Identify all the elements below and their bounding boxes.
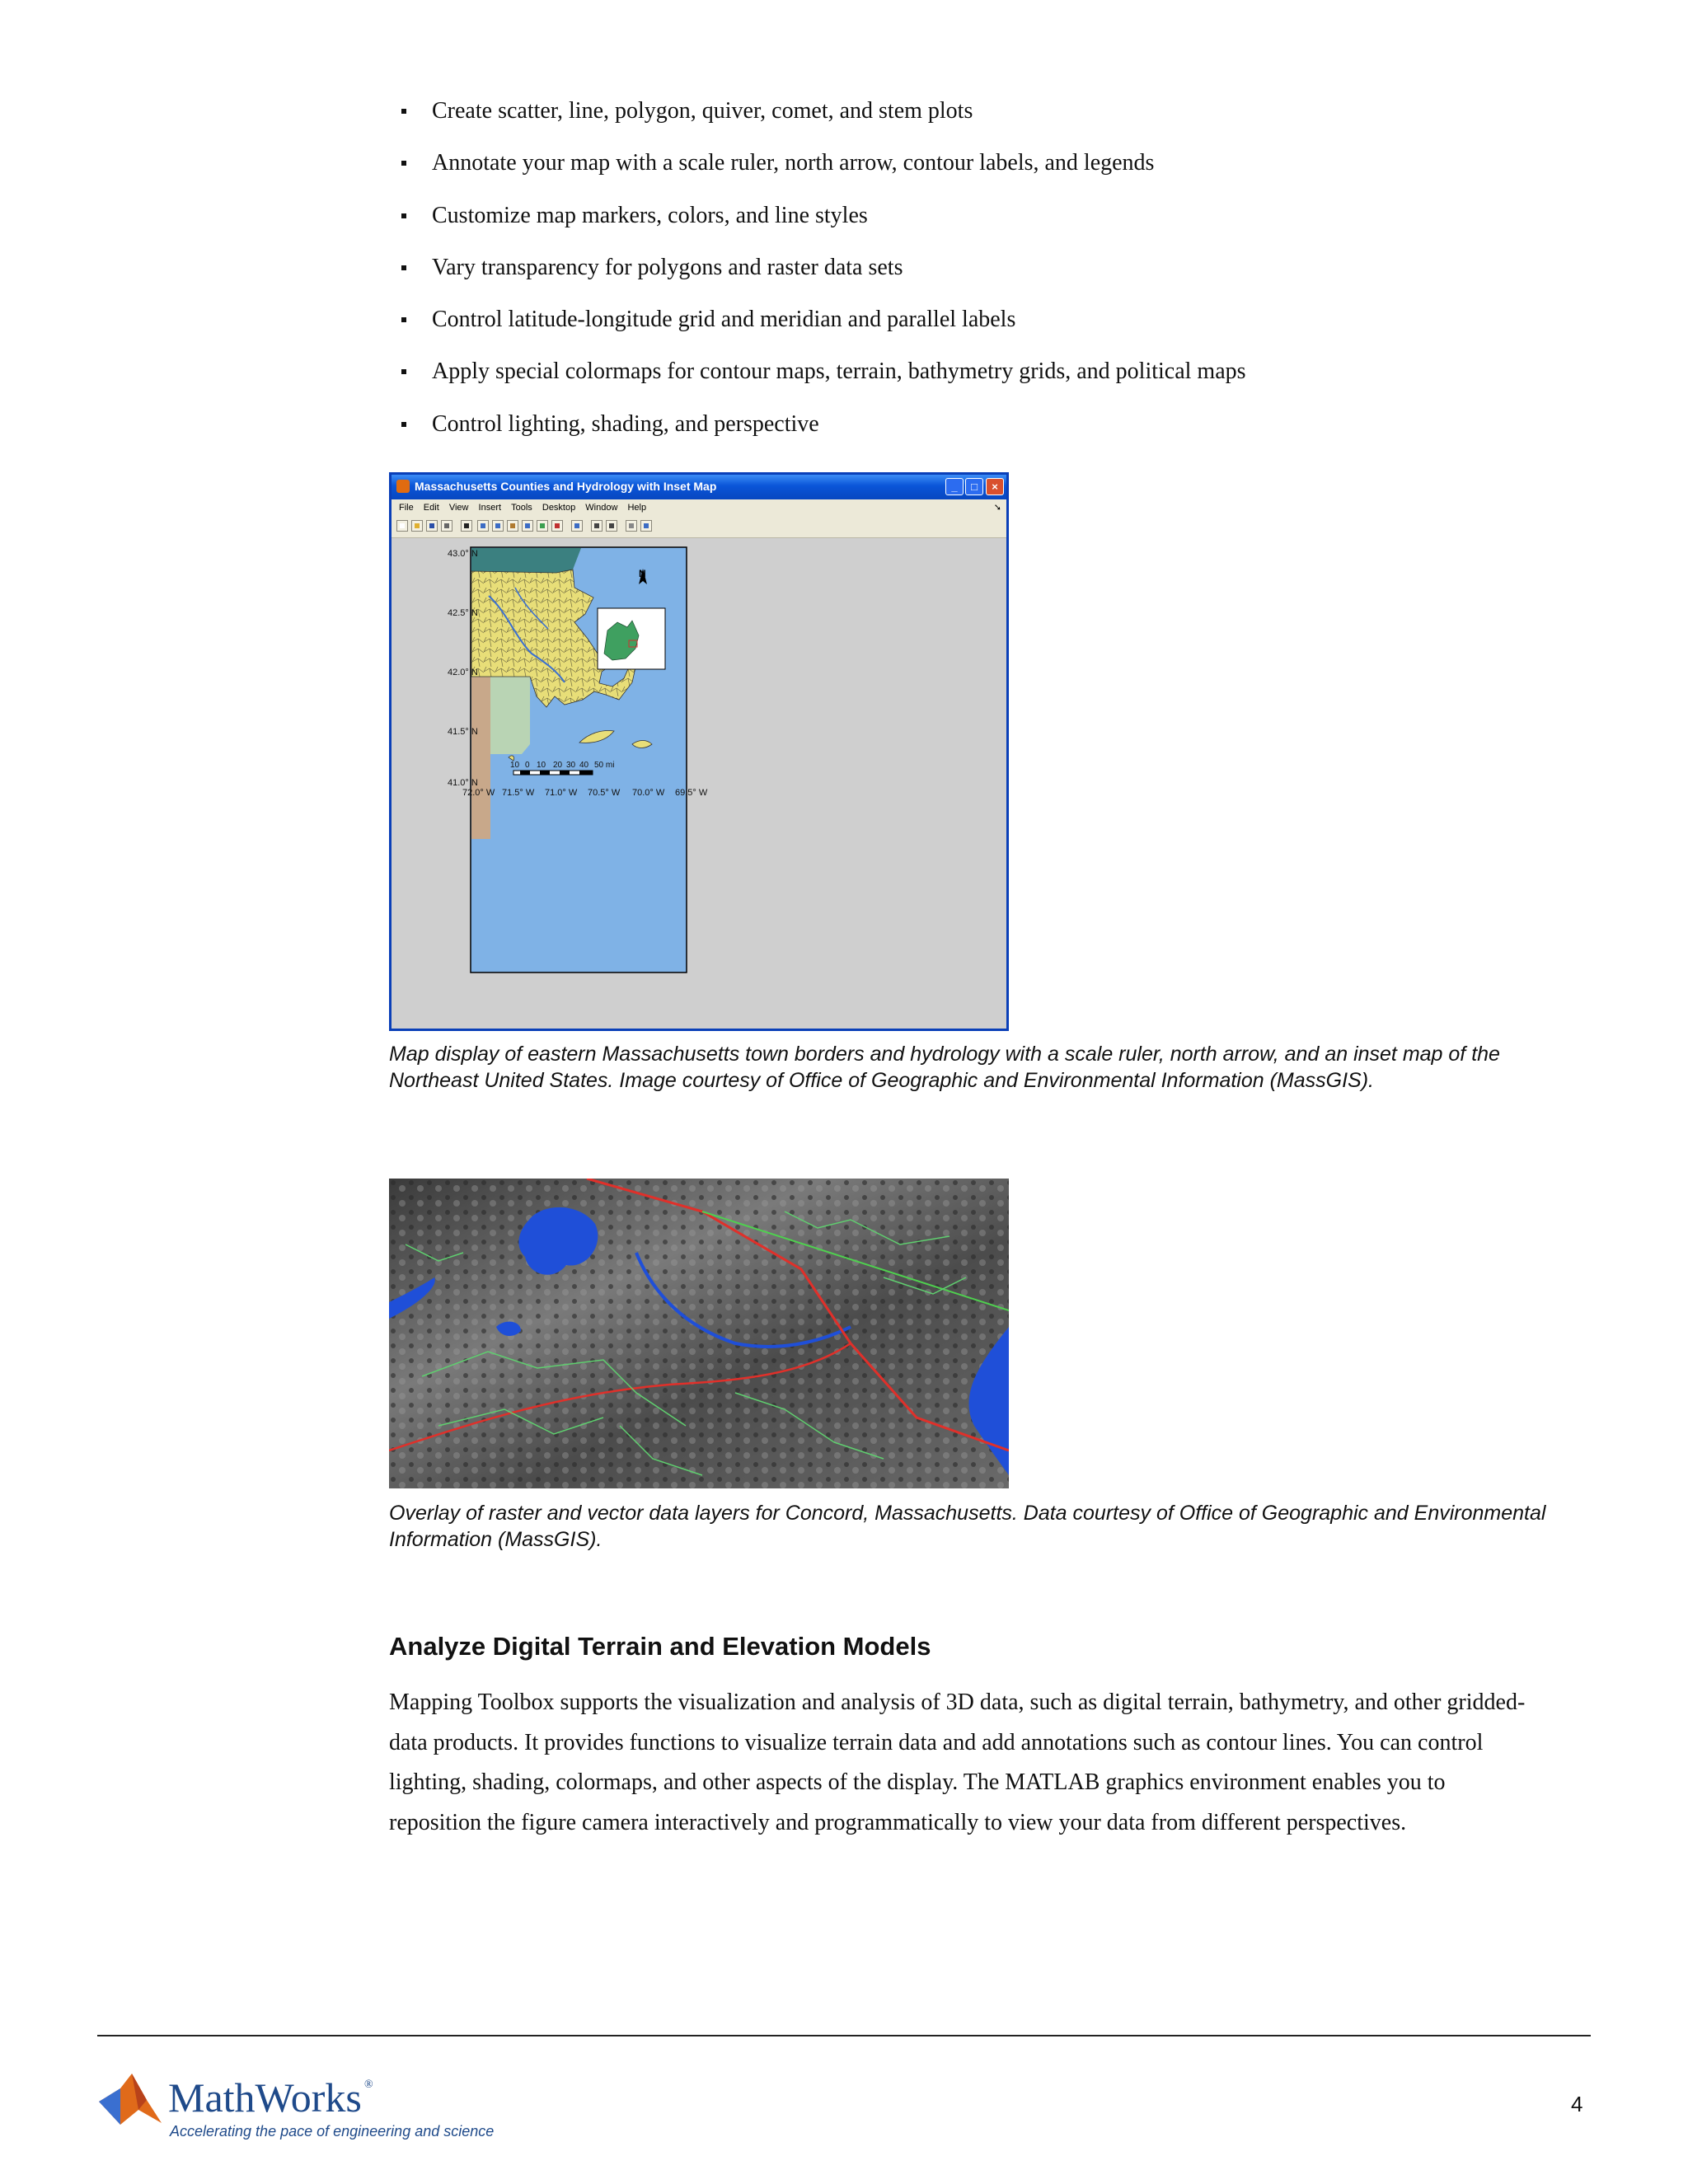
lon-label: 70.5° W [588,788,621,798]
scale-label: 50 mi [594,761,615,770]
save-icon[interactable] [426,520,438,532]
bullet-item: Apply special colormaps for contour maps, terrain, bathymetry grids, and political maps [389,358,1584,386]
link-plot-icon[interactable] [571,520,583,532]
lon-label: 71.5° W [502,788,535,798]
brand-name: MathWorks [168,2074,362,2121]
zoom-in-icon[interactable] [477,520,489,532]
dock-arrow-icon[interactable]: ➘ [993,503,1001,513]
legend-icon[interactable] [606,520,617,532]
pan-icon[interactable] [507,520,518,532]
zoom-out-icon[interactable] [492,520,504,532]
concord-aerial-overlay [389,1179,1009,1488]
menu-file[interactable]: File [399,503,414,513]
footer-divider [97,2035,1591,2036]
registered-mark: ® [364,2079,373,2091]
show-plot-tools-icon[interactable] [640,520,652,532]
lon-label: 69.5° W [675,788,708,798]
rotate-3d-icon[interactable] [522,520,533,532]
scale-segment [579,771,593,775]
lat-label: 41.5° N [448,727,478,737]
connecticut-region [471,677,490,839]
mathworks-logo-icon [97,2069,163,2126]
scale-label: 0 [525,761,530,770]
new-hampshire-region [471,548,581,573]
menu-insert[interactable]: Insert [478,503,502,513]
bullet-item: Control lighting, shading, and perspective [389,410,1584,438]
scale-label: 20 [553,761,563,770]
rhode-island-region [490,677,530,754]
lon-label: 72.0° W [462,788,495,798]
scale-label: 10 [510,761,520,770]
scale-label: 40 [579,761,589,770]
figure-toolbar [392,516,1006,538]
print-icon[interactable] [441,520,452,532]
colorbar-icon[interactable] [591,520,603,532]
scale-segment [540,771,550,775]
new-figure-icon[interactable] [396,520,408,532]
brush-icon[interactable] [551,520,563,532]
close-icon[interactable]: × [986,478,1004,495]
menu-bar [392,499,1006,516]
minimize-icon[interactable]: _ [945,478,964,495]
menu-desktop[interactable]: Desktop [542,503,576,513]
terrain-texture [389,1179,1009,1488]
lat-label: 42.5° N [448,608,478,618]
menu-help[interactable]: Help [627,503,647,513]
bullet-item: Create scatter, line, polygon, quiver, comet, and stem plots [389,97,1584,125]
matlab-app-icon [396,480,410,493]
hide-plot-tools-icon[interactable] [626,520,637,532]
matlab-figure-window [389,472,1009,1031]
section-heading: Analyze Digital Terrain and Elevation Models [389,1632,931,1661]
menu-view[interactable]: View [448,503,469,513]
scale-segment [560,771,570,775]
scale-label: 10 [537,761,546,770]
scale-label: 30 [566,761,576,770]
bullet-item: Annotate your map with a scale ruler, north arrow, contour labels, and legends [389,149,1584,177]
bullet-item: Vary transparency for polygons and raster data sets [389,254,1584,282]
aerial-image [389,1179,1009,1488]
lat-label: 41.0° N [448,778,478,788]
menu-edit[interactable]: Edit [423,503,439,513]
edit-plot-icon[interactable] [461,520,472,532]
lon-label: 71.0° W [545,788,578,798]
massachusetts-map [392,538,1006,1029]
map-axes-area [392,538,1006,1029]
menu-window[interactable]: Window [585,503,618,513]
figure-caption: Map display of eastern Massachusetts town borders and hydrology with a scale ruler, north arrow, and an inset map of the Northeast United States. Image courtesy of Office of Geographic and Environmental Information (MassGIS). [389,1043,1500,1092]
feature-bullet-list [389,97,1584,462]
window-titlebar [392,475,1006,499]
lon-label: 70.0° W [632,788,665,798]
window-title: Massachusetts Counties and Hydrology with Inset Map [415,480,717,493]
scale-segment [520,771,530,775]
section-body: Mapping Toolbox supports the visualization and analysis of 3D data, such as digital terrain, bathymetry, and other gridded-data products. It provides functions to visualize terrain data and add annotations such as contour lines. You can control lighting, shading, colormaps, and other aspects of the display. The MATLAB graphics environment enables you to reposition the figure camera interactively and programmatically to view your data from different perspectives. [389,1690,1526,1835]
lat-label: 42.0° N [448,668,478,677]
menu-tools[interactable]: Tools [511,503,532,513]
open-file-icon[interactable] [411,520,423,532]
lat-label: 43.0° N [448,549,478,559]
bullet-item: Control latitude-longitude grid and meridian and parallel labels [389,306,1584,334]
maximize-icon[interactable]: □ [965,478,983,495]
north-label: N [639,568,646,579]
data-cursor-icon[interactable] [537,520,548,532]
figure-caption: Overlay of raster and vector data layers for Concord, Massachusetts. Data courtesy of Office of Geographic and Environmental Information (MassGIS). [389,1502,1546,1551]
page-number: 4 [1571,2092,1583,2116]
brand-tagline: Accelerating the pace of engineering and science [170,2123,495,2139]
bullet-item: Customize map markers, colors, and line styles [389,202,1584,230]
